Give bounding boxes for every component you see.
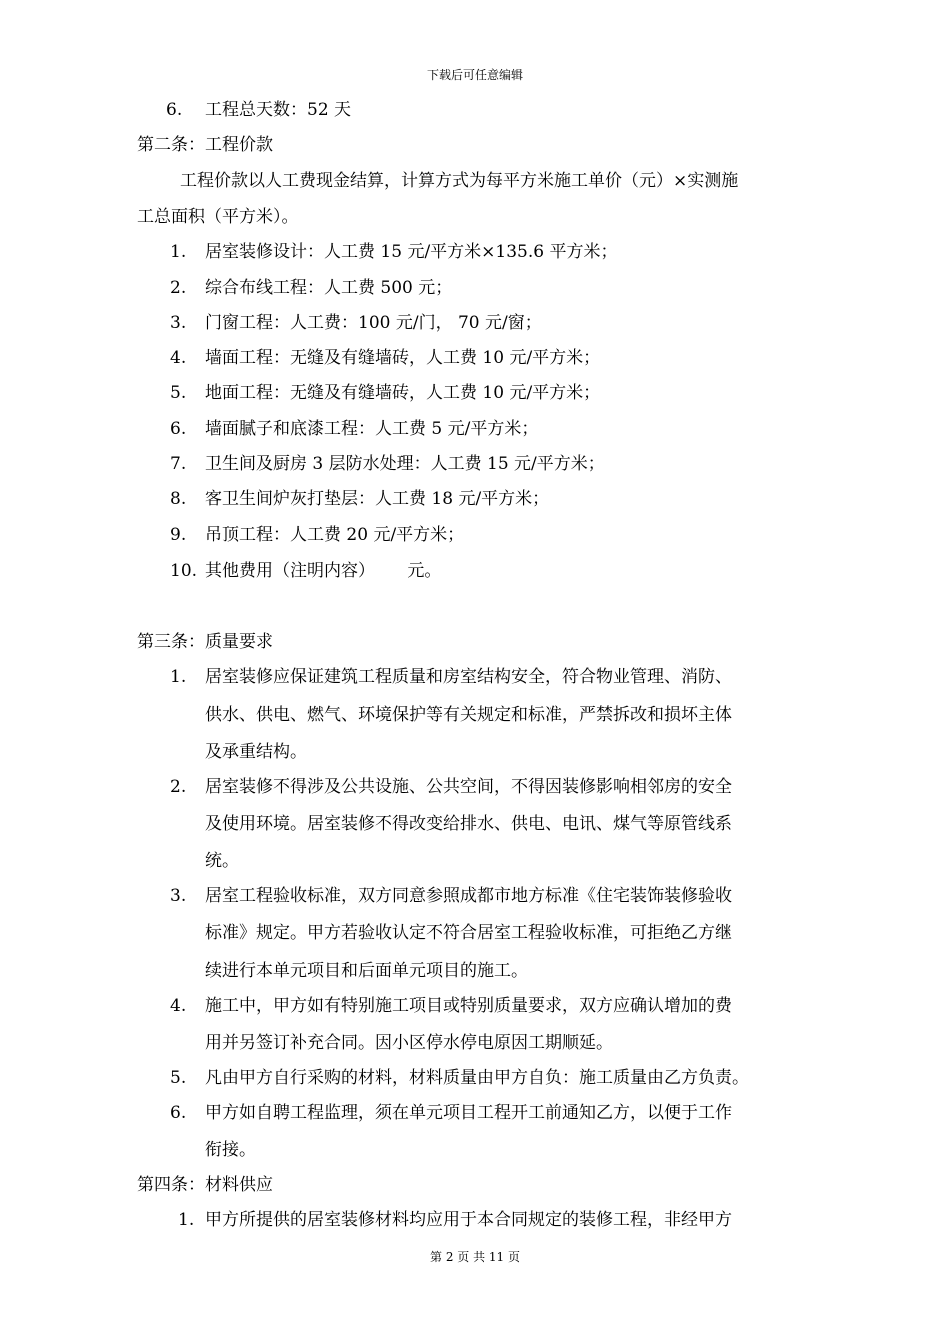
item-number: 10. (170, 561, 198, 581)
section-title: 第二条：工程价款 (137, 135, 273, 155)
paragraph-line: 工程价款以人工费现金结算，计算方式为每平方米施工单价（元）×实测施 (180, 171, 739, 191)
list-item-line: 凡由甲方自行采购的材料，材料质量由甲方自负：施工质量由乙方负责。 (205, 1068, 749, 1088)
list-item-line: 供水、供电、燃气、环境保护等有关规定和标准，严禁拆改和损坏主体 (205, 705, 732, 725)
item-text: 工程总天数：52 天 (205, 100, 352, 120)
item-number: 5. (170, 383, 187, 403)
list-item: 地面工程：无缝及有缝墙砖，人工费 10 元/平方米； (205, 383, 601, 403)
list-item-line: 标准》规定。甲方若验收认定不符合居室工程验收标准，可拒绝乙方继 (205, 923, 732, 943)
list-item: 门窗工程：人工费：100 元/门， 70 元/窗； (205, 313, 542, 333)
section-title: 第三条：质量要求 (137, 632, 273, 652)
list-item: 甲方所提供的居室装修材料均应用于本合同规定的装修工程，非经甲方 (205, 1210, 732, 1230)
section-title: 第四条：材料供应 (137, 1175, 273, 1195)
list-item-line: 甲方如自聘工程监理，须在单元项目工程开工前通知乙方，以便于工作 (205, 1103, 732, 1123)
list-item-line: 用并另签订补充合同。因小区停水停电原因工期顺延。 (205, 1033, 613, 1053)
list-item-line: 及使用环境。居室装修不得改变给排水、供电、电讯、煤气等原管线系 (205, 814, 732, 834)
page-footer: 第 2 页 共 11 页 (430, 1250, 520, 1264)
paragraph-line: 工总面积（平方米）。 (137, 207, 299, 227)
item-number: 9. (170, 525, 187, 545)
list-item: 其他费用（注明内容） 元。 (205, 561, 442, 581)
item-number: 2. (170, 777, 187, 797)
list-item: 卫生间及厨房 3 层防水处理：人工费 15 元/平方米； (205, 454, 605, 474)
list-item: 墙面工程：无缝及有缝墙砖，人工费 10 元/平方米； (205, 348, 601, 368)
list-item: 吊顶工程：人工费 20 元/平方米； (205, 525, 465, 545)
item-number: 7. (170, 454, 187, 474)
list-item-line: 居室工程验收标准，双方同意参照成都市地方标准《住宅装饰装修验收 (205, 886, 732, 906)
list-item-line: 统。 (205, 851, 239, 871)
item-number: 4. (170, 996, 187, 1016)
list-item: 客卫生间炉灰打垫层：人工费 18 元/平方米； (205, 489, 550, 509)
list-item-line: 续进行本单元项目和后面单元项目的施工。 (205, 961, 528, 981)
list-item: 居室装修设计：人工费 15 元/平方米×135.6 平方米； (205, 242, 618, 262)
list-item: 综合布线工程：人工费 500 元； (205, 278, 453, 298)
item-number: 4. (170, 348, 187, 368)
item-number: 1. (170, 667, 187, 687)
item-number: 5. (170, 1068, 187, 1088)
item-number: 6. (170, 1103, 187, 1123)
item-number: 1. (170, 242, 187, 262)
item-number: 3. (170, 313, 187, 333)
item-number: 2. (170, 278, 187, 298)
list-item-line: 居室装修不得涉及公共设施、公共空间，不得因装修影响相邻房的安全 (205, 777, 732, 797)
item-number: 6. (170, 419, 187, 439)
page-header: 下载后可任意编辑 (426, 68, 523, 82)
list-item-line: 施工中，甲方如有特别施工项目或特别质量要求，双方应确认增加的费 (205, 996, 732, 1016)
item-number: 3. (170, 886, 187, 906)
item-number: 6. (166, 100, 183, 120)
list-item-line: 居室装修应保证建筑工程质量和房室结构安全，符合物业管理、消防、 (205, 667, 732, 687)
item-number: 8. (170, 489, 187, 509)
item-number: 1. (178, 1210, 195, 1230)
list-item-line: 衔接。 (205, 1140, 256, 1160)
list-item: 墙面腻子和底漆工程：人工费 5 元/平方米； (205, 419, 539, 439)
list-item-line: 及承重结构。 (205, 742, 307, 762)
